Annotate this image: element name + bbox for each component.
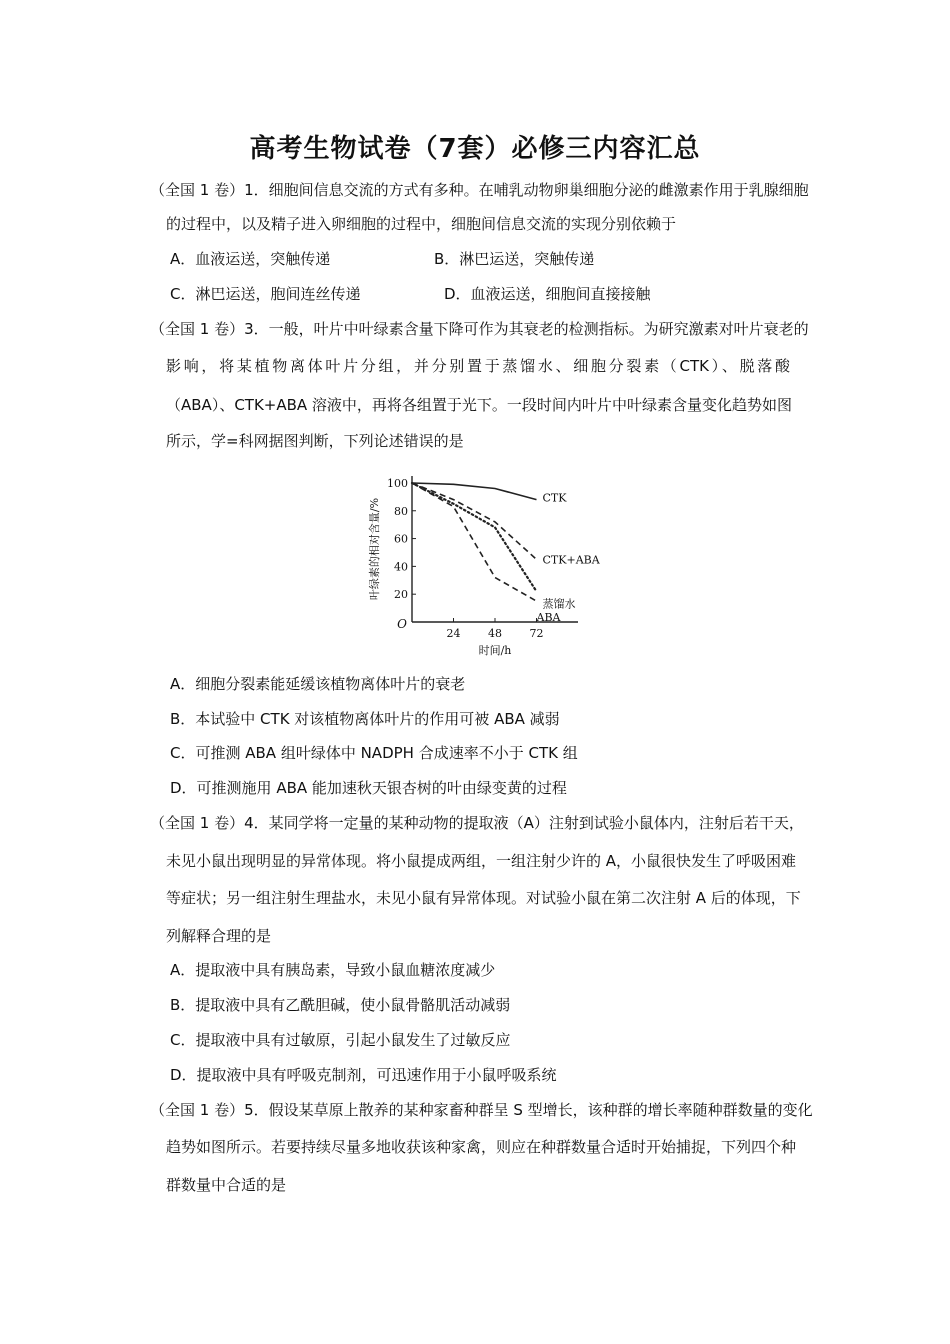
series-2-line — [412, 483, 537, 591]
q3-option-b: B．本试验中 CTK 对该植物离体叶片的作用可被 ABA 减弱 — [170, 710, 560, 728]
q4-option-c: C．提取液中具有过敏原，引起小鼠发生了过敏反应 — [170, 1031, 511, 1049]
series-0-label: CTK — [542, 491, 567, 505]
q5-line-2: 趋势如图所示。若要持续尽量多地收获该种家禽，则应在种群数量合适时开始捕捉，下列四个种 — [166, 1138, 797, 1156]
q4-option-d: D．提取液中具有呼吸克制剂，可迅速作用于小鼠呼吸系统 — [170, 1066, 557, 1084]
x-tick-label: 72 — [529, 627, 544, 640]
series-2-label: 蒸馏水 — [542, 597, 576, 611]
q3-line-1: （全国 1 卷）3．一般，叶片中叶绿素含量下降可作为其衰老的检测指标。为研究激素对叶片衰老的 — [150, 320, 809, 338]
q4-line-3: 等症状；另一组注射生理盐水，未见小鼠有异常体现。对试验小鼠在第二次注射 A 后的体现，下 — [166, 889, 801, 907]
series-3-label: ABA — [536, 611, 561, 625]
q5-line-1: （全国 1 卷）5．假设某草原上散养的某种家畜种群呈 S 型增长，该种群的增长率随种群数量的变化 — [150, 1101, 813, 1119]
q1-line-2: 的过程中，以及精子进入卵细胞的过程中，细胞间信息交流的实现分别依赖于 — [166, 215, 677, 233]
q3-line-2: 影响，将某植物离体叶片分组，并分别置于蒸馏水、细胞分裂素（CTK）、脱落酸 — [166, 357, 790, 375]
q3-option-d: D．可推测施用 ABA 能加速秋天银杏树的叶由绿变黄的过程 — [170, 779, 567, 797]
q4-line-2: 未见小鼠出现明显的异常体现。将小鼠提成两组，一组注射少许的 A，小鼠很快发生了呼吸困难 — [166, 852, 797, 870]
series-1-label: CTK+ABA — [542, 553, 600, 567]
q3-line-3: （ABA）、CTK+ABA 溶液中，再将各组置于光下。一段时间内叶片中叶绿素含量变化趋势如图 — [166, 396, 792, 414]
q1-option-b: B．淋巴运送，突触传递 — [434, 250, 595, 268]
x-tick-label: 24 — [446, 627, 461, 640]
y-tick-label: 100 — [387, 476, 408, 490]
page-title: 高考生物试卷（7套）必修三内容汇总 — [249, 134, 701, 164]
x-axis-label: 时间/h — [478, 644, 512, 657]
q1-line-1: （全国 1 卷）1．细胞间信息交流的方式有多种。在哺乳动物卵巢细胞分泌的雌激素作用于乳腺细胞 — [150, 181, 809, 199]
y-tick-label: 60 — [394, 532, 408, 546]
y-axis-label: 叶绿素的相对含量/% — [368, 497, 381, 601]
q5-line-3: 群数量中合适的是 — [166, 1176, 287, 1194]
q1-option-d: D．血液运送，细胞间直接接触 — [444, 285, 651, 303]
q4-option-a: A．提取液中具有胰岛素，导致小鼠血糖浓度减少 — [170, 961, 496, 979]
x-tick-label: 48 — [488, 627, 502, 640]
q3-option-a: A．细胞分裂素能延缓该植物离体叶片的衰老 — [170, 675, 466, 693]
origin-label: O — [397, 617, 407, 631]
q4-line-4: 列解释合理的是 — [166, 927, 272, 945]
y-tick-label: 80 — [394, 504, 408, 518]
y-tick-label: 40 — [394, 560, 408, 574]
chlorophyll-line-chart — [360, 462, 600, 662]
q3-line-4: 所示，学=科网据图判断，下列论述错误的是 — [166, 432, 464, 450]
q1-option-a: A．血液运送，突触传递 — [170, 250, 331, 268]
q3-option-c: C．可推测 ABA 组叶绿体中 NADPH 合成速率不小于 CTK 组 — [170, 744, 578, 762]
q4-option-b: B．提取液中具有乙酰胆碱，使小鼠骨骼肌活动减弱 — [170, 996, 511, 1014]
y-tick-label: 20 — [394, 588, 408, 602]
q1-option-c: C．淋巴运送，胞间连丝传递 — [170, 285, 361, 303]
q4-line-1: （全国 1 卷）4．某同学将一定量的某种动物的提取液（A）注射到试验小鼠体内，注射后若干天， — [150, 814, 804, 832]
